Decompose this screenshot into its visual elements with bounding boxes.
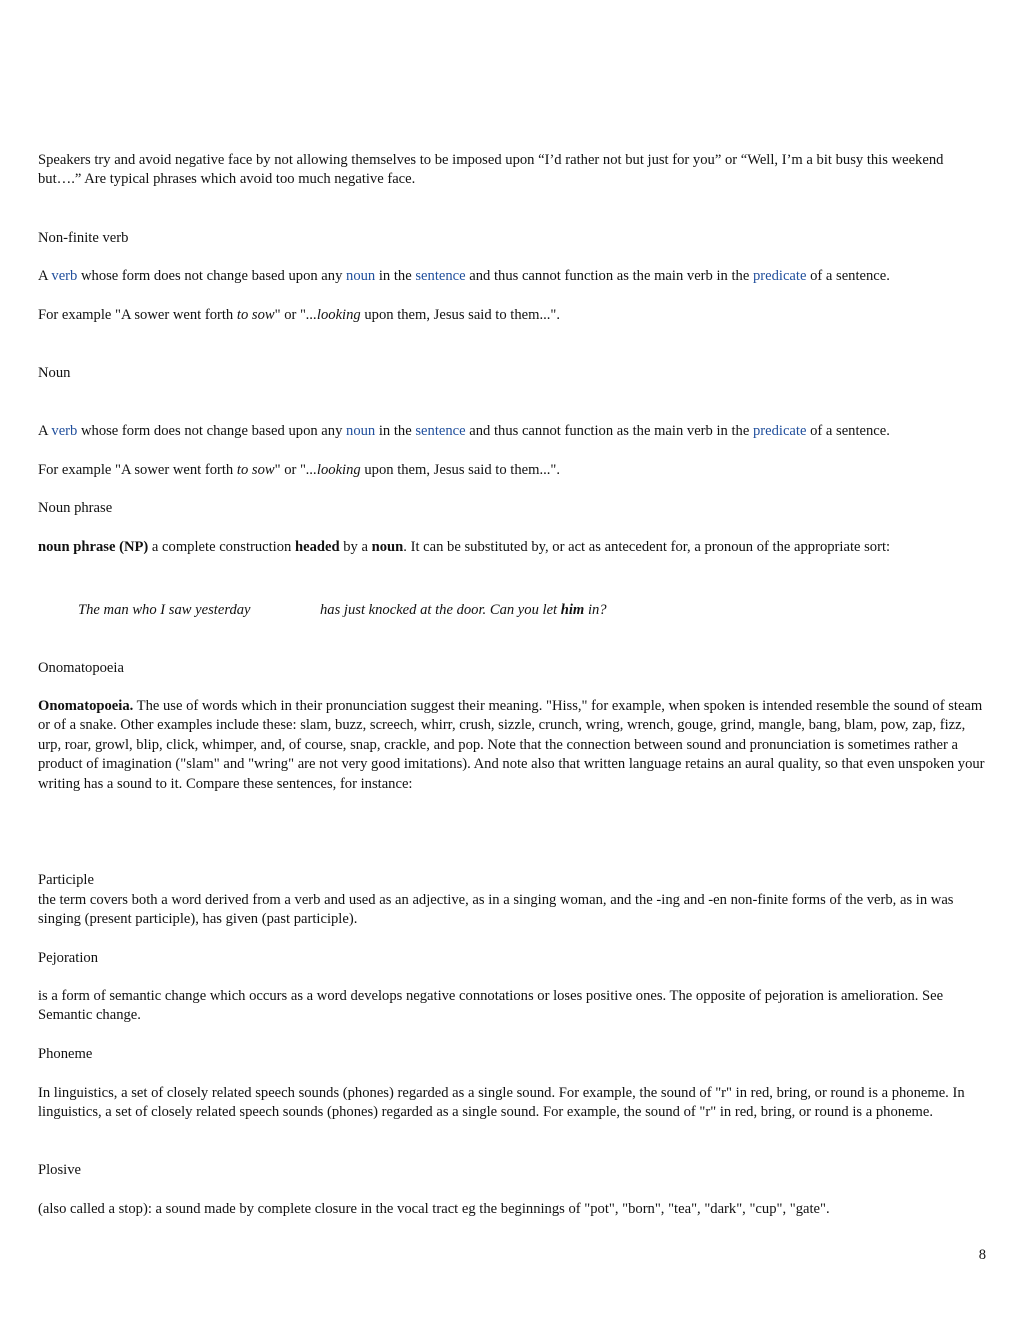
text-run: . It can be substituted by, or act as antecedent for, a pronoun of the appropriate sort:: [403, 539, 891, 555]
text-run: and thus cannot function as the main verb in the: [465, 423, 753, 439]
link-predicate[interactable]: predicate: [752, 423, 807, 439]
text-run: of a sentence.: [806, 268, 890, 284]
text-run: in the: [375, 423, 416, 439]
text-run: upon them, Jesus said to them...".: [360, 307, 561, 323]
text-run: whose form does not change based upon any: [77, 268, 347, 284]
link-sentence[interactable]: sentence: [415, 268, 466, 284]
intro-paragraph: Speakers try and avoid negative face by not allowing themselves to be imposed upon “I’d rather not but just for you” or “Well, I’m a bit busy this weekend but….” Are typical phrases which avoid too much negative face.: [38, 152, 944, 188]
text-run: A: [38, 423, 52, 439]
noun-definition: [38, 422, 988, 441]
bold-run: headed: [294, 539, 340, 555]
noun-example: [38, 461, 988, 480]
italic-run: to sow: [236, 462, 275, 478]
text-run: " or ": [274, 307, 306, 323]
heading-participle: Participle: [38, 872, 94, 888]
text-run: a complete construction: [148, 539, 295, 555]
non-finite-verb-definition: [38, 267, 988, 286]
italic-run: ...looking: [305, 462, 361, 478]
text-run: of a sentence.: [806, 423, 890, 439]
noun-phrase-example-subject: The man who I saw yesterday: [78, 602, 251, 618]
italic-run: to sow: [236, 307, 275, 323]
text-run: A: [38, 268, 52, 284]
bold-run: noun: [371, 539, 404, 555]
bold-italic-run: him: [560, 602, 585, 618]
noun-phrase-definition: [38, 538, 988, 557]
pejoration-definition: is a form of semantic change which occurs as a word develops negative connotations or loses positive ones. The opposite of pejoration is amelioration. See Semantic change.: [38, 988, 944, 1024]
link-verb[interactable]: verb: [51, 423, 78, 439]
heading-onomatopoeia: Onomatopoeia: [38, 660, 124, 676]
text-run: The use of words which in their pronunciation suggest their meaning. "Hiss," for example, when spoken is intended resemble the sound of steam or of a snake. Other examples include these: slam, buzz, screech, whirr, crush, sizzle, crunch, wring, wrench, gouge, grind, mangle, bang, blam, pow, zap, fizz, urp, roar, growl, blip, click, whimper, and, of course, snap, crackle, and pop. Note that the connection between sound and pronunciation is sometimes rather a product of imagination ("slam" and "wring" are not very good imitations). And note also that written language retains an aural quality, so that even unspoken your writing has a sound to it. Compare these sentences, for instance:: [38, 698, 985, 792]
non-finite-verb-example: [38, 306, 988, 325]
page-number: 8: [978, 1247, 986, 1263]
italic-run: ...looking: [305, 307, 361, 323]
italic-run: has just knocked at the door. Can you let: [320, 602, 561, 618]
onomatopoeia-definition: [38, 697, 988, 794]
link-verb[interactable]: verb: [51, 268, 78, 284]
text-run: by a: [339, 539, 372, 555]
participle-definition: the term covers both a word derived from a verb and used as an adjective, as in a singing woman, and the -ing and -en non-finite forms of the verb, as in was singing (present participle), has given (past participle).: [38, 892, 954, 928]
heading-noun: Noun: [38, 365, 71, 381]
link-noun[interactable]: noun: [346, 268, 376, 284]
heading-phoneme: Phoneme: [38, 1046, 93, 1062]
phoneme-definition: In linguistics, a set of closely related speech sounds (phones) regarded as a single sound. For example, the sound of "r" in red, bring, or round is a phoneme. In linguistics, a set of closely related speech sounds (phones) regarded as a single sound. For example, the sound of "r" in red, bring, or round is a phoneme.: [38, 1085, 965, 1121]
text-run: and thus cannot function as the main verb in the: [465, 268, 753, 284]
noun-phrase-example-predicate: [320, 602, 607, 619]
link-sentence[interactable]: sentence: [415, 423, 466, 439]
bold-run: noun phrase (NP): [38, 539, 149, 555]
heading-noun-phrase: Noun phrase: [38, 500, 113, 516]
heading-pejoration: Pejoration: [38, 950, 98, 966]
text-run: whose form does not change based upon any: [77, 423, 347, 439]
link-noun[interactable]: noun: [346, 423, 376, 439]
heading-non-finite-verb: Non-finite verb: [38, 230, 129, 246]
text-run: in the: [375, 268, 416, 284]
text-run: For example "A sower went forth: [38, 462, 237, 478]
bold-run: Onomatopoeia.: [38, 698, 134, 714]
text-run: upon them, Jesus said to them...".: [360, 462, 561, 478]
italic-run: in?: [584, 602, 607, 618]
text-run: For example "A sower went forth: [38, 307, 237, 323]
link-predicate[interactable]: predicate: [752, 268, 807, 284]
text-run: " or ": [274, 462, 306, 478]
heading-plosive: Plosive: [38, 1162, 81, 1178]
plosive-definition: (also called a stop): a sound made by complete closure in the vocal tract eg the beginnings of "pot", "born", "tea", "dark", "cup", "gate".: [38, 1201, 830, 1217]
